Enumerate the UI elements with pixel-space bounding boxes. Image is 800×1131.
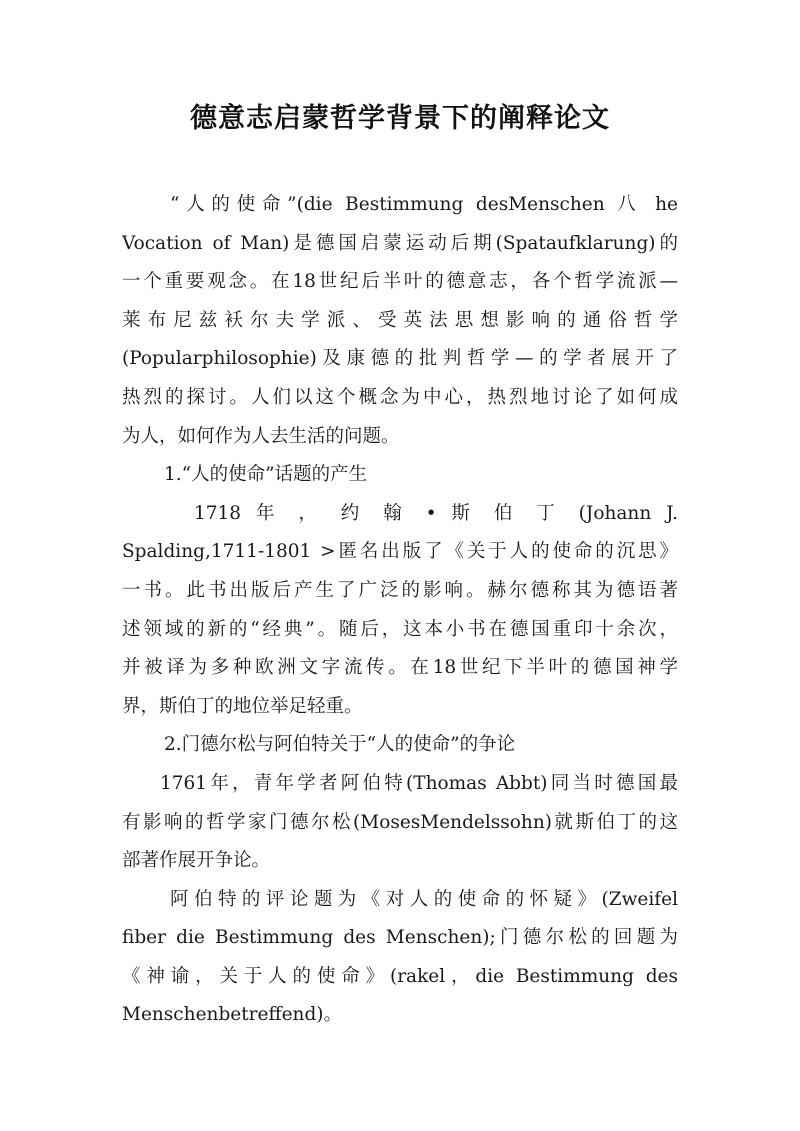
paragraph-line: 阿伯特的评论题为《对人的使命的怀疑》(Zweifel — [170, 888, 678, 910]
paragraph-line: 一个重要观念。在18世纪后半叶的德意志，各个哲学流派— — [122, 271, 678, 293]
paragraph-line: 1718 年 ， 约 翰 • 斯 伯 丁 (Johann J. — [194, 502, 678, 524]
paragraph-line: 述领域的新的“经典”。随后，这本小书在德国重印十余次， — [122, 618, 678, 640]
paragraph-line: 为人，如何作为人去生活的问题。 — [122, 425, 400, 447]
paragraph-line: 有影响的哲学家门德尔松(MosesMendelssohn)就斯伯丁的这 — [122, 811, 678, 833]
paragraph-line: Menschenbetreffend)。 — [122, 1004, 343, 1026]
paragraph-line: 界，斯伯丁的地位举足轻重。 — [122, 695, 363, 717]
paragraph-line: 部著作展开争论。 — [122, 850, 271, 872]
section-heading: 1.“人的使命”话题的产生 — [164, 464, 368, 486]
paragraph-line: 《神谕，关于人的使命》(rakel，die Bestimmung des — [122, 965, 678, 987]
document-body — [122, 186, 678, 1035]
paragraph-line: Spalding,1711-1801 >匿名出版了《关于人的使命的沉思》 — [122, 541, 678, 563]
paragraph-line: 并被译为多种欧洲文字流传。在18世纪下半叶的德国神学 — [122, 657, 678, 679]
paragraph-line: fiber die Bestimmung des Menschen);门德尔松的回题为 — [122, 927, 678, 949]
paragraph-line: 一书。此书出版后产生了广泛的影响。赫尔德称其为德语著 — [122, 579, 678, 601]
paragraph-line: 热烈的探讨。人们以这个概念为中心，热烈地讨论了如何成 — [122, 386, 678, 408]
document-title: 德意志启蒙哲学背景下的阐释论文 — [190, 103, 610, 134]
section-heading: 2.门德尔松与阿伯特关于“人的使命”的争论 — [164, 734, 516, 756]
paragraph-line: 莱布尼兹袄尔夫学派、受英法思想影响的通俗哲学 — [122, 309, 678, 331]
paragraph-line: 1761年，青年学者阿伯特(Thomas Abbt)同当时德国最 — [160, 772, 678, 794]
paragraph-line: (Popularphilosophie)及康德的批判哲学—的学者展开了 — [122, 348, 678, 370]
paragraph-line: Vocation of Man)是德国启蒙运动后期(Spataufklarung)的 — [122, 232, 678, 254]
paragraph-line: “人的使命”(die Bestimmung desMenschen 八 he — [170, 194, 678, 215]
